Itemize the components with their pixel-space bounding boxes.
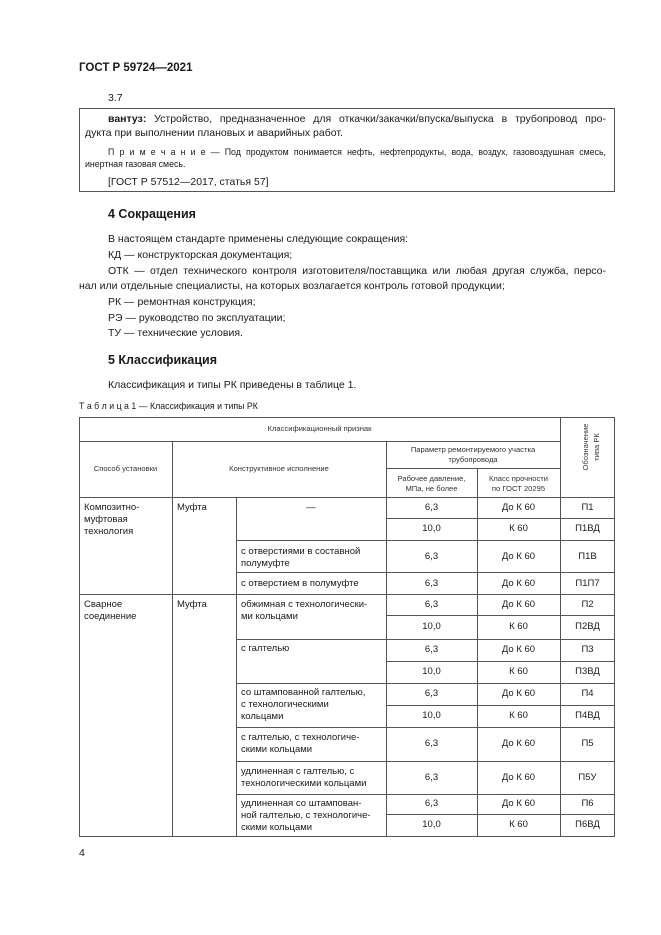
- section-4-title: 4 Сокращения: [108, 207, 196, 221]
- cell-pressure: 6,3: [424, 688, 439, 699]
- design-stamped-2: с технологическими: [241, 699, 329, 710]
- cell-class: До К 60: [501, 644, 536, 655]
- definition-source: [ГОСТ Р 57512—2017, статья 57]: [108, 176, 269, 188]
- document-header: ГОСТ Р 59724—2021: [79, 62, 193, 74]
- design-crimp-2: ми кольцами: [241, 611, 298, 622]
- header-method: Способ установки: [93, 464, 158, 473]
- cell-type: П4: [581, 688, 594, 699]
- cell-type: П5: [581, 738, 594, 749]
- cell-type: П6: [581, 798, 594, 809]
- section-5-title: 5 Классификация: [108, 353, 218, 367]
- cell-type: П1В: [578, 551, 597, 562]
- section-5-intro: Классификация и типы РК приведены в таблице 1.: [108, 379, 357, 391]
- header-class-1: Класс прочности: [488, 474, 549, 483]
- header-param-1: Параметр ремонтируемого участка: [410, 445, 536, 454]
- group1-method-1: Композитно-: [84, 502, 140, 513]
- group2-kind: Муфта: [177, 599, 207, 610]
- design-crimp-1: обжимная с технологически-: [241, 599, 368, 610]
- cell-type: П1: [581, 502, 594, 513]
- definition-note-1: П р и м е ч а н и е — Под продуктом понимается нефть, нефтепродукты, вода, воздух, газовоздушная смесь,: [108, 147, 606, 157]
- table-caption: Т а б л и ц а 1 — Классификация и типы РК: [79, 401, 258, 411]
- cell-type: П2: [581, 599, 594, 610]
- cell-class: До К 60: [501, 551, 536, 562]
- header-class-2: по ГОСТ 20295: [491, 484, 546, 493]
- cell-pressure: 6,3: [424, 551, 439, 562]
- abbr-kd: КД — конструкторская документация;: [108, 249, 293, 261]
- section-4-intro: В настоящем стандарте применены следующие сокращения:: [108, 233, 409, 245]
- cell-class: К 60: [509, 523, 528, 534]
- cell-class: До К 60: [501, 738, 536, 749]
- design-extended-stamped-1: удлиненная со штампован-: [241, 798, 362, 809]
- definition-line-2: дукта при выполнении плановых и аварийных работ.: [85, 127, 343, 139]
- design-extended-2: технологическими кольцами: [241, 778, 367, 789]
- header-pressure-1: Рабочее давление,: [397, 474, 466, 483]
- design-extended-1: удлиненная с галтелью, с: [241, 766, 355, 777]
- design-extended-stamped-2: ной галтелью, с технологиче-: [241, 810, 371, 821]
- cell-type: П6ВД: [575, 819, 600, 830]
- classification-table: [79, 417, 615, 837]
- abbr-otk-1: ОТК — отдел технического контроля изготовителя/поставщика или любая другая служба, персо-: [108, 265, 606, 277]
- cell-pressure: 10,0: [422, 621, 441, 632]
- header-classification: Классификационный признак: [267, 424, 372, 433]
- cell-class: До К 60: [501, 502, 536, 513]
- header-design: Конструктивное исполнение: [229, 464, 329, 473]
- cell-type: П5У: [578, 772, 597, 783]
- cell-class: До К 60: [501, 599, 536, 610]
- group2-method-1: Сварное: [84, 599, 123, 610]
- note-label: П р и м е ч а н и е: [108, 147, 206, 157]
- cell-class: К 60: [509, 621, 528, 632]
- cell-type: П1ВД: [575, 523, 600, 534]
- cell-pressure: 6,3: [424, 772, 439, 783]
- cell-class: К 60: [509, 819, 528, 830]
- group1-method-3: технология: [84, 526, 134, 537]
- cell-class: К 60: [509, 710, 528, 721]
- cell-type: П3: [581, 644, 594, 655]
- design-fillet: с галтелью: [241, 643, 290, 654]
- cell-type: П2ВД: [575, 621, 600, 632]
- cell-pressure: 6,3: [424, 599, 439, 610]
- design-extended-stamped-3: скими кольцами: [241, 822, 313, 833]
- definition-line-1: вантуз: Устройство, предназначенное для откачки/закачки/впуска/выпуска в трубопровод про-: [108, 113, 606, 125]
- header-param-2: трубопровода: [448, 455, 498, 464]
- abbr-rk: РК — ремонтная конструкция;: [108, 296, 256, 308]
- design-fillet-rings-2: скими кольцами: [241, 744, 313, 755]
- cell-type: П4ВД: [575, 710, 600, 721]
- abbr-otk-2: нал или отдельные специалисты, на которых возлагается контроль готовой продукции;: [79, 280, 505, 292]
- cell-class: До К 60: [501, 578, 536, 589]
- design-holes-composite-2: полумуфте: [241, 558, 290, 569]
- design-stamped-3: кольцами: [241, 711, 284, 722]
- cell-type: П1П7: [575, 578, 600, 589]
- group1-kind: Муфта: [177, 502, 207, 513]
- cell-class: До К 60: [501, 688, 536, 699]
- header-type-2: типа РК: [592, 433, 601, 461]
- design-dash: —: [306, 502, 316, 513]
- cell-class: До К 60: [501, 772, 536, 783]
- abbr-tu: ТУ — технические условия.: [108, 327, 243, 339]
- cell-pressure: 10,0: [422, 819, 441, 830]
- header-pressure-2: МПа, не более: [405, 484, 458, 493]
- group1-method-2: муфтовая: [84, 514, 128, 525]
- cell-class: К 60: [509, 666, 528, 677]
- cell-pressure: 6,3: [424, 502, 439, 513]
- cell-class: До К 60: [501, 798, 536, 809]
- cell-pressure: 10,0: [422, 710, 441, 721]
- design-holes-composite-1: с отверстиями в составной: [241, 546, 361, 557]
- definition-term: вантуз:: [108, 113, 147, 125]
- cell-pressure: 10,0: [422, 666, 441, 677]
- cell-type: П3ВД: [575, 666, 600, 677]
- cell-pressure: 6,3: [424, 798, 439, 809]
- design-hole-halfsleeve: с отверстием в полумуфте: [241, 578, 359, 589]
- group2-method-2: соединение: [84, 611, 137, 622]
- cell-pressure: 6,3: [424, 578, 439, 589]
- definition-note-2: инертная газовая смесь.: [85, 159, 186, 169]
- design-stamped-1: со штампованной галтелью,: [241, 687, 366, 698]
- cell-pressure: 10,0: [422, 523, 441, 534]
- header-type-1: Обозначение: [581, 423, 590, 471]
- page-number: 4: [79, 847, 85, 859]
- abbr-re: РЭ — руководство по эксплуатации;: [108, 312, 286, 324]
- design-fillet-rings-1: с галтелью, с технологиче-: [241, 732, 360, 743]
- definition-number: 3.7: [108, 92, 123, 104]
- cell-pressure: 6,3: [424, 738, 439, 749]
- cell-pressure: 6,3: [424, 644, 439, 655]
